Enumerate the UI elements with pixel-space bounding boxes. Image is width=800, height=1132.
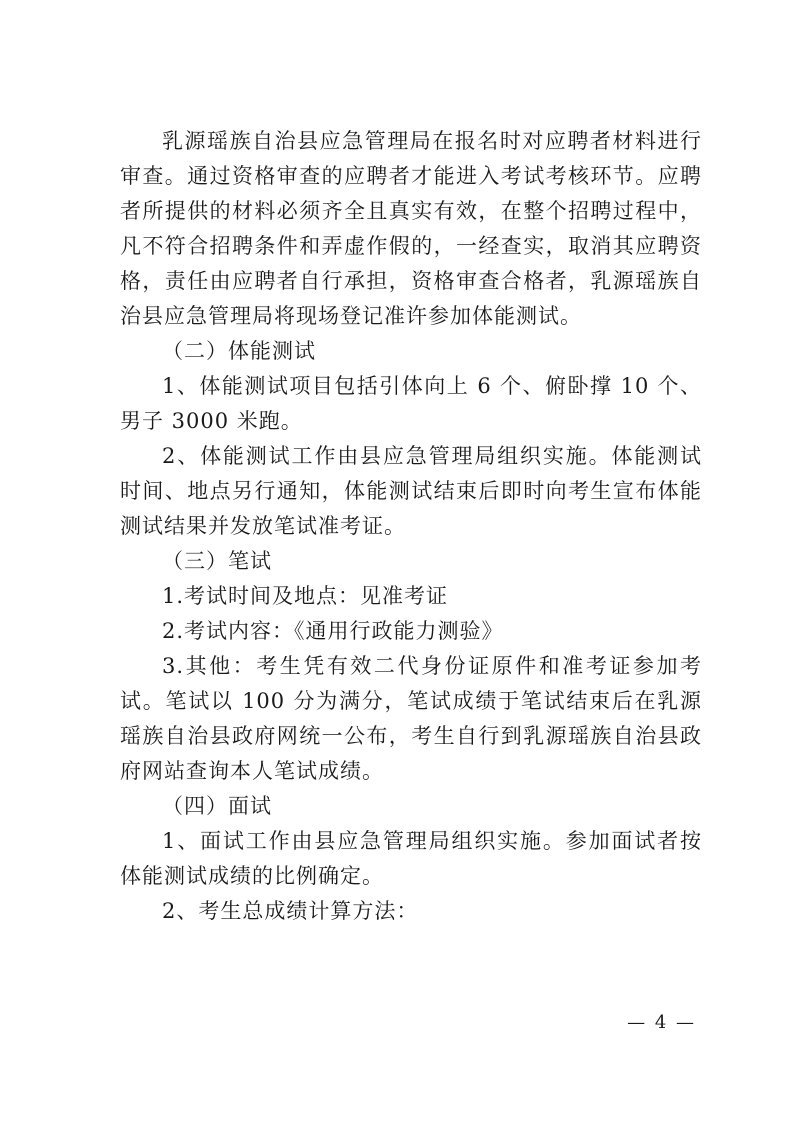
page-number: — 4 —: [627, 1012, 696, 1033]
paragraph-written-test-other: 3.其他：考生凭有效二代身份证原件和准考证参加考试。笔试以 100 分为满分，笔试成绩于笔试结束后在乳源瑶族自治县政府网统一公布，考生自行到乳源瑶族自治县政府网站查询本人笔试成绩。: [120, 654, 702, 783]
heading-interview: （四）面试: [162, 794, 272, 818]
paragraph-physical-test-items: 1、体能测试项目包括引体向上 6 个、俯卧撑 10 个、男子 3000 米跑。: [120, 374, 702, 433]
document-body: [120, 124, 702, 929]
paragraph-total-score-method: 2、考生总成绩计算方法：: [162, 899, 419, 923]
heading-written-test: （三）笔试: [162, 549, 272, 573]
paragraph-written-test-content: 2.考试内容：《通用行政能力测验》: [162, 619, 504, 643]
heading-physical-test: （二）体能测试: [162, 339, 316, 363]
paragraph-qualification-review: 乳源瑶族自治县应急管理局在报名时对应聘者材料进行审查。通过资格审查的应聘者才能进入考试考核环节。应聘者所提供的材料必须齐全且真实有效，在整个招聘过程中，凡不符合招聘条件和弄虚作假的，一经查实，取消其应聘资格，责任由应聘者自行承担，资格审查合格者，乳源瑶族自治县应急管理局将现场登记准许参加体能测试。: [120, 129, 702, 328]
paragraph-physical-test-organization: 2、体能测试工作由县应急管理局组织实施。体能测试时间、地点另行通知，体能测试结束后即时向考生宣布体能测试结果并发放笔试准考证。: [120, 444, 702, 538]
paragraph-written-test-time: 1.考试时间及地点：见准考证: [162, 584, 449, 608]
paragraph-interview-organization: 1、面试工作由县应急管理局组织实施。参加面试者按体能测试成绩的比例确定。: [120, 829, 702, 888]
